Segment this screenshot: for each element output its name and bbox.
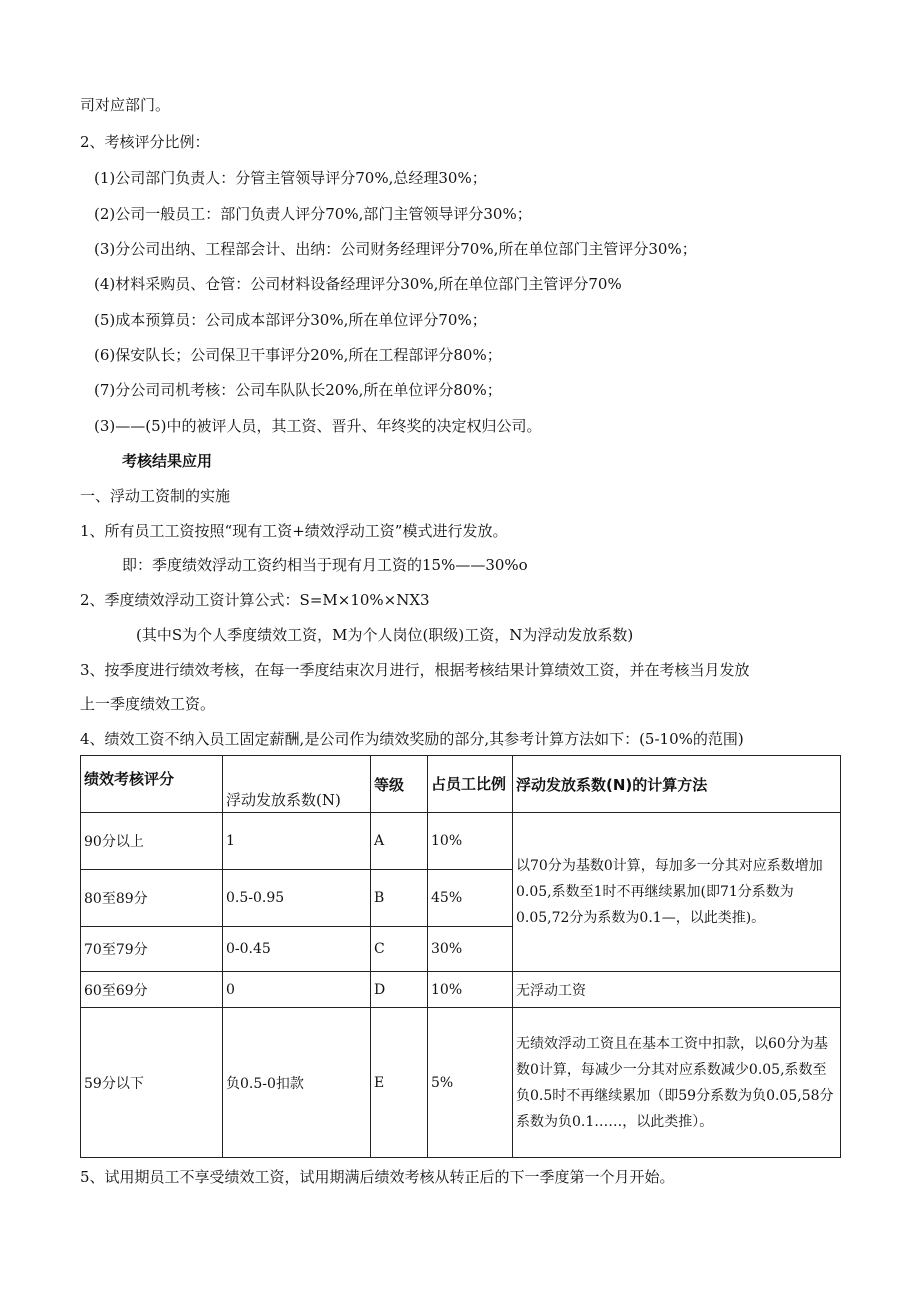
list-item: (1)公司部门负责人：分管主管领导评分70%,总经理30%； [94, 169, 487, 187]
list-item: (5)成本预算员：公司成本部评分30%,所在单位评分70%； [94, 311, 487, 329]
table-cell: 80至89分 [81, 870, 223, 927]
table-row [81, 1008, 841, 1158]
table-cell-method: 无浮动工资 [513, 972, 841, 1008]
table-cell: 1 [223, 813, 371, 870]
text-line: 上一季度绩效工资。 [80, 695, 216, 713]
table-cell: A [371, 813, 428, 870]
table-cell-method: 无绩效浮动工资且在基本工资中扣款，以60分为基数0计算，每减少一分其对应系数减少0.05,系数至负0.5时不再继续累加（即59分系数为负0.05,58分系数为负0.1……，以此类推）。 [513, 1008, 841, 1158]
text-line: 司对应部门。 [80, 96, 171, 114]
text-line: 5、试用期员工不享受绩效工资，试用期满后绩效考核从转正后的下一季度第一个月开始。 [80, 1168, 675, 1186]
table-cell: 59分以下 [81, 1008, 223, 1158]
table-header: 占员工比例 [428, 756, 513, 813]
section-heading: 2、考核评分比例： [80, 133, 210, 151]
table-row [81, 813, 841, 870]
table-cell: 5% [428, 1008, 513, 1158]
text-line: (其中S为个人季度绩效工资，M为个人岗位(职级)工资，N为浮动发放系数) [136, 626, 634, 644]
table-cell-method: 以70分为基数0计算，每加多一分其对应系数增加0.05,系数至1时不再继续累加(即71分系数为0.05,72分为系数为0.1—，以此类推)。 [513, 813, 841, 972]
table-cell: 负0.5-0扣款 [223, 1008, 371, 1158]
table-header: 浮动发放系数(N)的计算方法 [513, 756, 841, 813]
table-cell: E [371, 1008, 428, 1158]
table-cell: B [371, 870, 428, 927]
list-item: (3)分公司出纳、工程部会计、出纳：公司财务经理评分70%,所在单位部门主管评分30%； [94, 240, 697, 258]
table-cell: 90分以上 [81, 813, 223, 870]
table-cell: 0.5-0.95 [223, 870, 371, 927]
performance-table [80, 755, 841, 1158]
table-cell: 10% [428, 972, 513, 1008]
table-cell: 0-0.45 [223, 927, 371, 972]
table-cell: 30% [428, 927, 513, 972]
table-cell: D [371, 972, 428, 1008]
table-cell: C [371, 927, 428, 972]
text-line: 3、按季度进行绩效考核，在每一季度结束次月进行，根据考核结果计算绩效工资，并在考核当月发放 [80, 661, 750, 679]
list-item: (4)材料采购员、仓管：公司材料设备经理评分30%,所在单位部门主管评分70% [94, 275, 622, 293]
list-item: (6)保安队长；公司保卫干事评分20%,所在工程部评分80%； [94, 346, 502, 364]
text-line: 2、季度绩效浮动工资计算公式：S=M×10%×NX3 [80, 591, 430, 609]
text-line: 1、所有员工工资按照“现有工资+绩效浮动工资”模式进行发放。 [80, 522, 508, 540]
table-cell: 10% [428, 813, 513, 870]
list-item: (7)分公司司机考核：公司车队队长20%,所在单位评分80%； [94, 381, 502, 399]
section-heading: 一、浮动工资制的实施 [80, 487, 231, 505]
table-header: 等级 [371, 756, 428, 813]
table-cell: 0 [223, 972, 371, 1008]
text-line: 4、绩效工资不纳入员工固定薪酬,是公司作为绩效奖励的部分,其参考计算方法如下：(5-10%的范围) [80, 730, 744, 748]
list-item: (3)——(5)中的被评人员，其工资、晋升、年终奖的决定权归公司。 [94, 417, 542, 435]
section-title: 考核结果应用 [122, 452, 213, 470]
table-cell: 60至69分 [81, 972, 223, 1008]
table-header-row [81, 756, 841, 813]
list-item: (2)公司一般员工：部门负责人评分70%,部门主管领导评分30%； [94, 205, 532, 223]
table-row [81, 972, 841, 1008]
table-header: 绩效考核评分 [81, 756, 223, 813]
table-header: 浮动发放系数(N) [223, 756, 371, 813]
text-line: 即：季度绩效浮动工资约相当于现有月工资的15%——30%o [122, 556, 528, 574]
table-cell: 45% [428, 870, 513, 927]
table-cell: 70至79分 [81, 927, 223, 972]
